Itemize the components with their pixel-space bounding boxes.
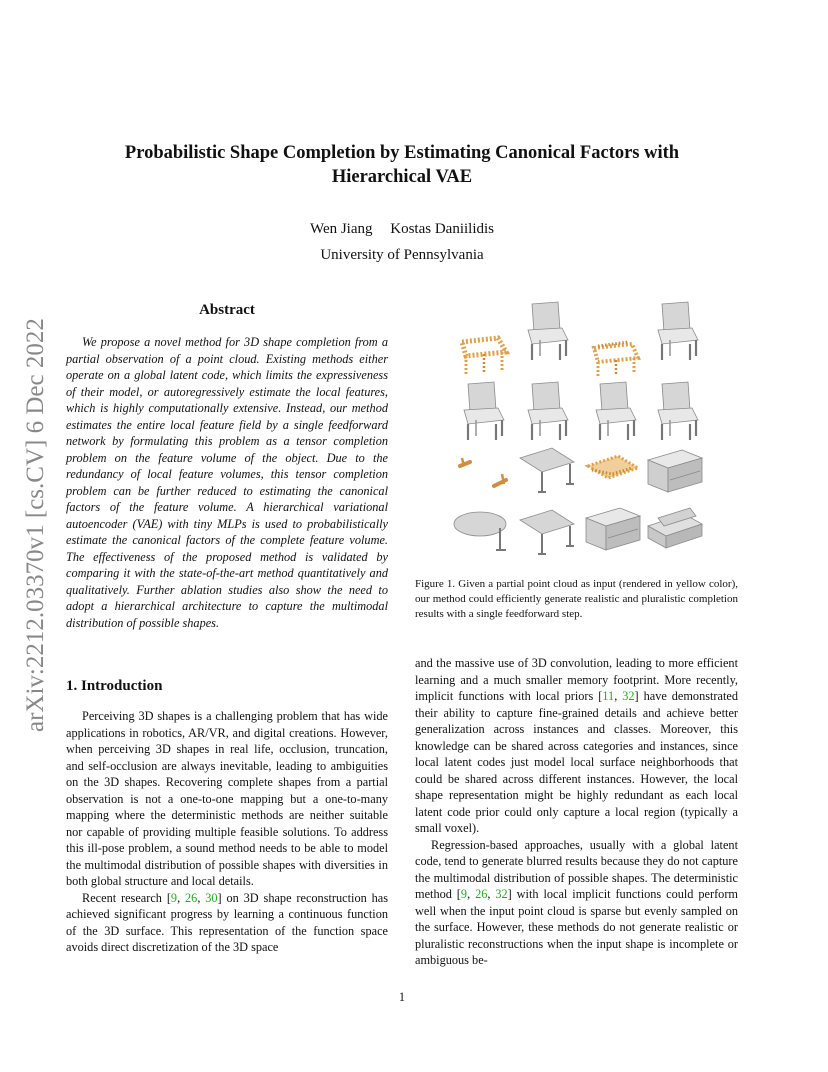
- intro-right-column: [415, 655, 738, 969]
- abstract-text: We propose a novel method for 3D shape completion from a partial observation of a point cloud. Existing methods either operate on a global latent code, which limits the expressiveness of their model, or autoregressively estimate the local features, which is highly computationally extensive. Instead, our method estimates the entire local feature field by a single feedforward network by formulating this problem as a tensor completion problem on the feature volume of the object. Due to the redundancy of local feature volumes, this tensor completion problem can be further reduced to estimating the canonical factors of the feature volume. A hierarchical variational autoencoder (VAE) with tiny MLPs is used to probabilistically estimate the canonical factors of the complete feature volume. The effectiveness of the proposed method is validated by comparing it with the state-of-the-art method quantitatively and qualitatively. Further ablation studies also show the need to adopt a hierarchical architecture to capture the multimodal distribution of possible shapes.: [66, 335, 388, 630]
- intro-left-column: [66, 708, 388, 956]
- paper-title: Probabilistic Shape Completion by Estimating Canonical Factors with Hierarchical VAE: [124, 143, 680, 187]
- page-number: 1: [398, 990, 406, 1004]
- figure-1-graphic: [448, 296, 708, 562]
- citation-link[interactable]: 32: [622, 689, 635, 703]
- affiliation: University of Pennsylvania: [320, 247, 484, 263]
- figure-1: [448, 296, 708, 562]
- section-heading-introduction: 1. Introduction: [66, 678, 163, 694]
- arxiv-stamp: arXiv:2212.03370v1 [cs.CV] 6 Dec 2022: [22, 318, 49, 732]
- paragraph: and the massive use of 3D convolution, leading to more efficient learning and a much smaller memory footprint. More recently, implicit functions with local priors [11, 32] have demonstrated their ability to capture fine-grained details and achieve better generalization across instances and classes. Moreover, this knowledge can be shared across categories and instances, since local latent codes just model local surface neighborhoods that could be shared across different instances. However, the local shape representation might be highly redundant as each local latent code prior could only capture a local region (typically a small voxel).: [415, 656, 738, 835]
- abstract-heading: Abstract: [199, 302, 255, 318]
- citation-link[interactable]: 11: [602, 689, 615, 703]
- figure-1-caption: Figure 1. Given a partial point cloud as input (rendered in yellow color), our method could efficiently generate realistic and pluralistic completion results with a single feedforward step.: [415, 578, 738, 620]
- paragraph: Regression-based approaches, usually with a global latent code, tend to generate blurred results because they do not capture the multimodal distribution of possible shapes. The deterministic method [9, 26, 32] with local implicit functions could perform well when the input point cloud is sparse but evenly sampled on the surface. However, these methods do not generate realistic or pluralistic reconstructions when the input shape is incomplete or ambiguous be-: [415, 837, 738, 967]
- citation-link[interactable]: 26: [475, 887, 488, 901]
- citation-link[interactable]: 9: [460, 887, 468, 901]
- author-name: Wen Jiang: [309, 221, 373, 237]
- paragraph: Recent research [9, 26, 30] on 3D shape reconstruction has achieved significant progress by learning a continuous function of the 3D surface. This representation of the function space avoids direct discretization of the 3D space: [66, 890, 388, 954]
- citation-link[interactable]: 26: [185, 890, 198, 905]
- paragraph: Perceiving 3D shapes is a challenging problem that has wide applications in robotics, AR/VR, and digital creations. However, when perceiving 3D shapes in real life, occlusion, truncation, and self-occlusion are always inevitable, leading to ambiguities on the 3D shapes. Recovering complete shapes from a partial observation is not a one-to-one mapping but a one-to-many mapping where the deterministic methods are neither suitable nor capable of providing multiple feasible solutions. To address this ill-pose problem, a sound method needs to be able to model the multimodal distribution of possible shapes with diversities in both global structure and local details.: [66, 709, 388, 888]
- citation-link[interactable]: 9: [170, 890, 178, 905]
- author-name: Kostas Daniilidis: [390, 221, 495, 237]
- citation-link[interactable]: 32: [495, 887, 508, 901]
- citation-link[interactable]: 30: [205, 890, 218, 905]
- author-list: [90, 220, 714, 238]
